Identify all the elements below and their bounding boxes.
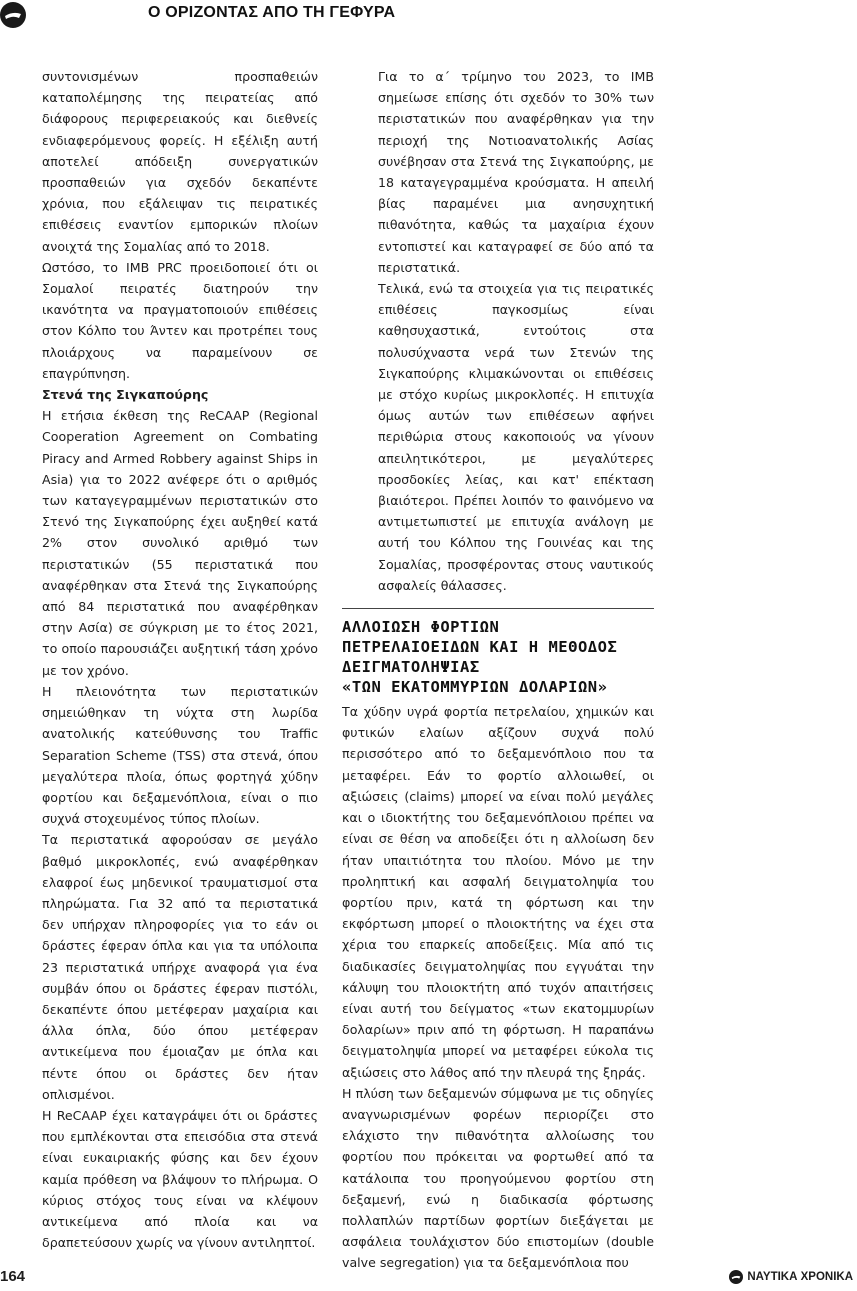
paragraph: Η ετήσια έκθεση της ReCAAP (Regional Cooperation Agreement on Combating Piracy and Armed Robbery against Ships in Asia) για το 2022 ανέφερε ότι ο αριθμός των καταγεγραμμένων περιστατικών στο Στενό της Σιγκαπούρης έχει αυξηθεί κατά 2% στον συνολικό αριθμό των περιστατικών (55 περιστατικά που αναφέρθηκαν στα Στενά της Σιγκαπούρης από 84 περιστατικά που αναφέρθηκαν στην Ασία) σε σύγκριση με το έτος 2021, το οποίο παρουσιάζει αυξητική τάση χρόνο με τον χρόνο. (42, 408, 318, 678)
heading-line: ΠΕΤΡΕΛΑΙΟΕΙΔΩΝ ΚΑΙ Η ΜΕΘΟΔΟΣ (342, 638, 618, 657)
heading-line: ΔΕΙΓΜΑΤΟΛΗΨΙΑΣ (342, 658, 480, 677)
paragraph: συντονισμένων προσπαθειών καταπολέμησης της πειρατείας από διάφορους περιφερειακούς και διεθνείς ενδιαφερόμενους φορείς. Η εξέλιξη αυτή αποτελεί απόδειξη συνεργατικών προσπαθειών για σχεδόν δεκαπέντε χρόνια, που εξάλειψαν τις πειρατικές επιθέσεις εναντίον εμπορικών πλοίων ανοιχτά της Σομαλίας από το 2018. (42, 69, 318, 254)
heading-line: ΑΛΛΟΙΩΣΗ ΦΟΡΤΙΩΝ (342, 618, 500, 637)
footer-brand (729, 1270, 853, 1284)
paragraph: Ωστόσο, το IMB PRC προειδοποιεί ότι οι Σομαλοί πειρατές διατηρούν την ικανότητα να πραγματοποιούν επιθέσεις στον Κόλπο του Άντεν και προτρέπει τους πλοιάρχους να παραμείνουν σε επαγρύπνηση. (42, 259, 318, 381)
section-heading (342, 617, 654, 697)
subheading: Στενά της Σιγκαπούρης (42, 387, 209, 403)
paragraph: Η πλύση των δεξαμενών σύμφωνα με τις οδηγίες αναγνωρισμένων φορέων περιορίζει στο ελάχιστο την πιθανότητα αλλοίωσης του φορτίου που πρόκειται να φορτωθεί από τα κατάλοιπα του προηγούμενου φορτίου στη δεξαμενή, ενώ η διαδικασία φόρτωσης πολλαπλών παρτίδων φορτίων διεξάγεται με ασφάλεια τουλάχιστον δύο επιστομίων (double valve segregation) για τα δεξαμενόπλοια που (342, 1085, 654, 1271)
paragraph: Η πλειονότητα των περιστατικών σημειώθηκαν τη νύχτα στη λωρίδα ανατολικής κατεύθυνσης του Traffic Separation Scheme (TSS) στα στενά, όπου μεγαλύτερα πλοία, όπως φορτηγά χύδην φορτίου και δεξαμενόπλοια, είναι ο πιο συχνά στοχευμένος τύπος πλοίων. (42, 683, 318, 827)
page-number: 164 (0, 1268, 26, 1285)
heading-line: «ΤΩΝ ΕΚΑΤΟΜΜΥΡΙΩΝ ΔΟΛΑΡΙΩΝ» (342, 678, 608, 697)
paragraph: Τα περιστατικά αφορούσαν σε μεγάλο βαθμό μικροκλοπές, ενώ αναφέρθηκαν ελαφροί έως μηδενικοί τραυματισμοί στα πληρώματα. Για 32 από τα περιστατικά δεν υπήρχαν πληροφορίες για το εάν οι δράστες έφεραν όπλα και για τα υπόλοιπα 23 περιστατικά υπήρχε αναφορά για ένα συμβάν όπου οι δράστες έφεραν πιστόλι, δεκαπέντε όπου μετέφεραν μαχαίρια και άλλα όπλα, δύο όπου μετέφεραν αντικείμενα που έμοιαζαν με όπλα και πέντε όπου οι δράστες δεν ήταν οπλισμένοι. (42, 832, 318, 1102)
ship-circle-icon (729, 1270, 743, 1284)
paragraph: Η ReCAAP έχει καταγράψει ότι οι δράστες που εμπλέκονται στα επεισόδια στα στενά είναι ευκαιριακής φύσης και δεν έχουν καμία πρόθεση να βλάψουν το πλήρωμα. Ο κύριος στόχος τους είναι να κλέψουν αντικείμενα από πλοία και να δραπετεύσουν χωρίς να γίνουν αντιληπτοί. (42, 1107, 318, 1251)
brand-name: ΝΑΥΤΙΚΑ ΧΡΟΝΙΚΑ (747, 1271, 853, 1283)
left-column (42, 66, 318, 1253)
section-title: Ο ΟΡΙΖΟΝΤΑΣ ΑΠΟ ΤΗ ΓΕΦΥΡΑ (148, 4, 396, 21)
paragraph: Τελικά, ενώ τα στοιχεία για τις πειρατικές επιθέσεις παγκοσμίως είναι καθησυχαστικά, εντούτοις στα πολυσύχναστα νερά των Στενών της Σιγκαπούρης κλιμακώνονται οι επιθέσεις με στόχο κυρίως μικροκλοπές. Η επιτυχία όμως αυτών των επιθέσεων αφήνει περιθώρια στους κακοποιούς να γίνουν απειλητικότεροι, με μεγαλύτερες προσδοκίες λείας, και κατ' επέκταση βιαιότεροι. Πρέπει λοιπόν το φαινόμενο να αντιμετωπιστεί με επιτυχία ανάλογη με αυτή του Κόλπου της Γουινέας και της Σομαλίας, προσφέροντας στους ναυτικούς ασφαλείς θάλασσες. (378, 281, 654, 593)
section-divider (342, 608, 654, 609)
right-column (342, 66, 654, 1274)
ship-circle-icon (0, 2, 26, 28)
paragraph: Για το α΄ τρίμηνο του 2023, το IMB σημείωσε επίσης ότι σχεδόν το 30% των περιστατικών που αναφέρθηκαν για την περιοχή της Νοτιοανατολικής Ασίας συνέβησαν στα Στενά της Σιγκαπούρης, με 18 καταγεγραμμένα κρούσματα. Η απειλή βίας παραμένει μια ανησυχητική πιθανότητα, καθώς τα μαχαίρια έχουν εντοπιστεί και καταγραφεί σε δύο από τα περιστατικά. (378, 69, 654, 275)
page-header (0, 0, 857, 30)
paragraph: Τα χύδην υγρά φορτία πετρελαίου, χημικών και φυτικών ελαίων αξίζουν συχνά πολύ περισσότερο από το δεξαμενόπλοιο που τα μεταφέρει. Εάν το φορτίο αλλοιωθεί, οι αξιώσεις (claims) μπορεί να είναι πολύ μεγάλες και ο ιδιοκτήτης του δεξαμενόπλοιου πρέπει να είναι σε θέση να αποδείξει ότι η αλλοίωση δεν ήταν υπαιτιότητα του πλοίου. Μόνο με την προληπτική και ασφαλή δειγματοληψία του φορτίου πριν, κατά τη φόρτωση και την εκφόρτωση μπορεί ο πλοιοκτήτης να έχει στα χέρια του επαρκείς αποδείξεις. Μία από τις διαδικασίες δειγματοληψίας που εγγυάται την κάλυψη του πλοιοκτήτη από τυχόν απαιτήσεις είναι αυτή του δείγματος «των εκατομμυρίων δολαρίων» πριν από τη φόρτωση. Η παραπάνω δειγματοληψία μπορεί να μεταφέρει εύκολα τις αξιώσεις στο λάθος από την πλευρά της ξηράς. (342, 704, 654, 1080)
